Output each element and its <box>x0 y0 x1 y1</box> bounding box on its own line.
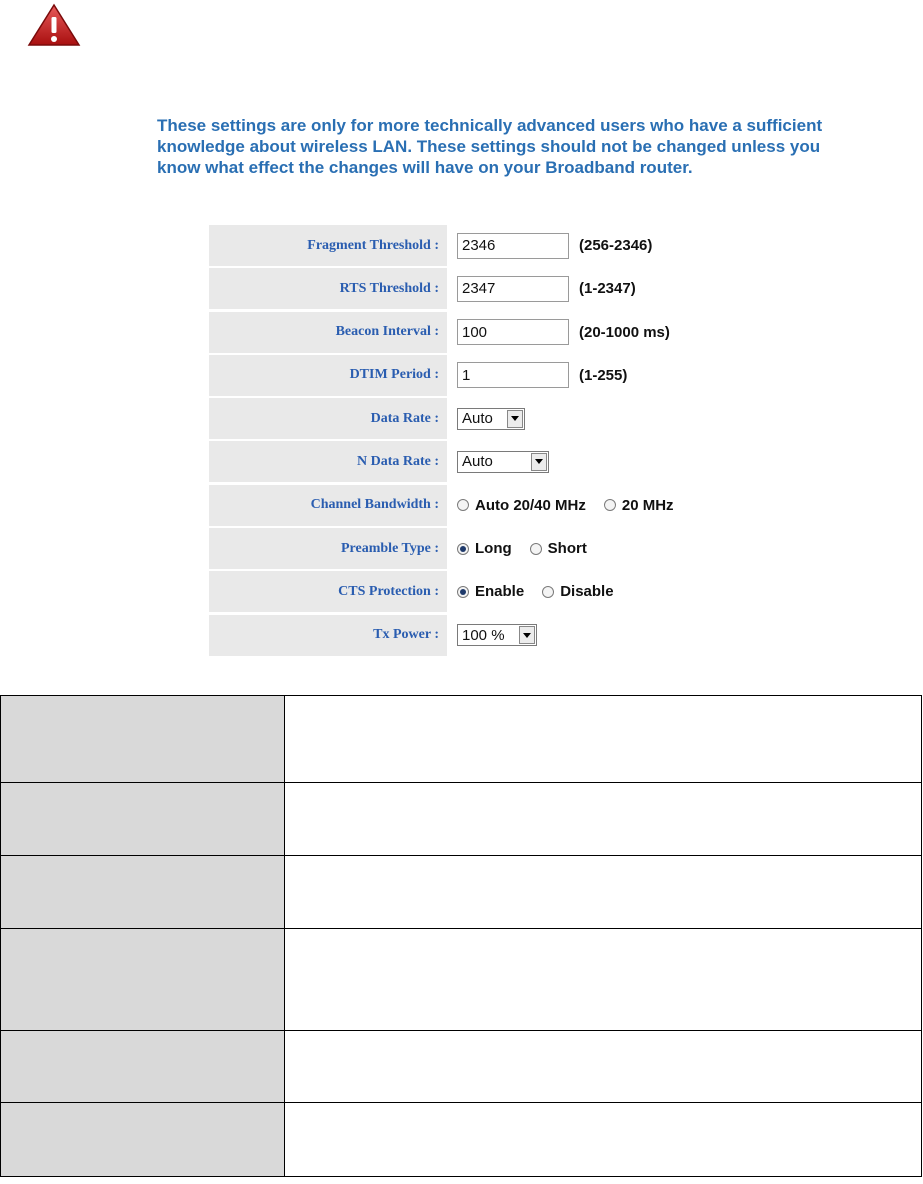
chevron-down-icon[interactable] <box>507 410 523 428</box>
preamble-long-option[interactable] <box>457 540 512 557</box>
tx-power-label: Tx Power : <box>209 615 447 656</box>
channel-bandwidth-label: Channel Bandwidth : <box>209 485 447 526</box>
radio-button[interactable] <box>457 499 469 511</box>
bandwidth-auto-label: Auto 20/40 MHz <box>475 496 586 514</box>
tx-power-select[interactable] <box>457 624 537 646</box>
advanced-settings-form <box>209 225 714 658</box>
cts-enable-label: Enable <box>475 583 525 601</box>
warning-triangle-icon <box>26 2 82 48</box>
preamble-short-label: Short <box>547 540 587 558</box>
table-key-cell <box>1 856 285 929</box>
rts-threshold-input[interactable]: 2347 <box>457 276 569 302</box>
table-key-cell <box>1 1103 285 1177</box>
n-data-rate-label: N Data Rate : <box>209 441 447 482</box>
cts-disable-label: Disable <box>560 583 614 601</box>
tx-power-value: 100 % <box>462 626 505 644</box>
dtim-period-range: (1-255) <box>579 366 628 384</box>
table-value-cell <box>285 783 922 856</box>
tx-power-row <box>209 615 714 656</box>
preamble-long-label: Long <box>475 540 512 558</box>
n-data-rate-row <box>209 441 714 482</box>
chevron-down-icon[interactable] <box>519 626 535 644</box>
table-row <box>1 1103 922 1177</box>
table-value-cell <box>285 856 922 929</box>
cts-protection-row <box>209 571 714 612</box>
table-value-cell <box>285 1031 922 1103</box>
beacon-interval-input[interactable]: 100 <box>457 319 569 345</box>
bandwidth-20mhz-label: 20 MHz <box>621 496 674 514</box>
cts-disable-option[interactable] <box>542 583 613 600</box>
fragment-threshold-row <box>209 225 714 266</box>
preamble-short-option[interactable] <box>530 540 587 557</box>
data-rate-label: Data Rate : <box>209 398 447 439</box>
cts-protection-label: CTS Protection : <box>209 571 447 612</box>
table-key-cell <box>1 1031 285 1103</box>
dtim-period-input[interactable]: 1 <box>457 362 569 388</box>
dtim-period-row <box>209 355 714 396</box>
radio-button[interactable] <box>542 586 554 598</box>
dtim-period-label: DTIM Period : <box>209 355 447 396</box>
table-key-cell <box>1 783 285 856</box>
settings-description-table <box>0 695 922 1177</box>
table-row <box>1 783 922 856</box>
advanced-settings-notice: These settings are only for more technically advanced users who have a sufficient knowledge about wireless LAN. These settings should not be changed unless you know what effect the changes will have on your Broadband router. <box>157 116 823 177</box>
fragment-threshold-label: Fragment Threshold : <box>209 225 447 266</box>
bandwidth-auto-option[interactable] <box>457 497 586 514</box>
chevron-down-icon[interactable] <box>531 453 547 471</box>
table-row <box>1 1031 922 1103</box>
table-key-cell <box>1 696 285 783</box>
radio-button-selected[interactable] <box>457 543 469 555</box>
table-value-cell <box>285 1103 922 1177</box>
data-rate-row <box>209 398 714 439</box>
table-key-cell <box>1 929 285 1031</box>
table-row <box>1 929 922 1031</box>
radio-button[interactable] <box>604 499 616 511</box>
rts-threshold-range: (1-2347) <box>579 280 636 298</box>
beacon-interval-label: Beacon Interval : <box>209 312 447 353</box>
cts-enable-option[interactable] <box>457 583 524 600</box>
fragment-threshold-range: (256-2346) <box>579 237 653 254</box>
channel-bandwidth-row <box>209 485 714 526</box>
preamble-type-row <box>209 528 714 569</box>
beacon-interval-range: (20-1000 ms) <box>579 323 670 341</box>
data-rate-select[interactable] <box>457 408 525 430</box>
preamble-type-label: Preamble Type : <box>209 528 447 569</box>
radio-button-selected[interactable] <box>457 586 469 598</box>
radio-button[interactable] <box>530 543 542 555</box>
table-row <box>1 856 922 929</box>
table-value-cell <box>285 696 922 783</box>
n-data-rate-value: Auto <box>462 453 493 471</box>
bandwidth-20mhz-option[interactable] <box>604 497 674 514</box>
table-row <box>1 696 922 783</box>
data-rate-value: Auto <box>462 410 493 428</box>
table-value-cell <box>285 929 922 1031</box>
rts-threshold-label: RTS Threshold : <box>209 268 447 309</box>
fragment-threshold-input[interactable]: 2346 <box>457 233 569 259</box>
n-data-rate-select[interactable] <box>457 451 549 473</box>
beacon-interval-row <box>209 312 714 353</box>
rts-threshold-row <box>209 268 714 309</box>
